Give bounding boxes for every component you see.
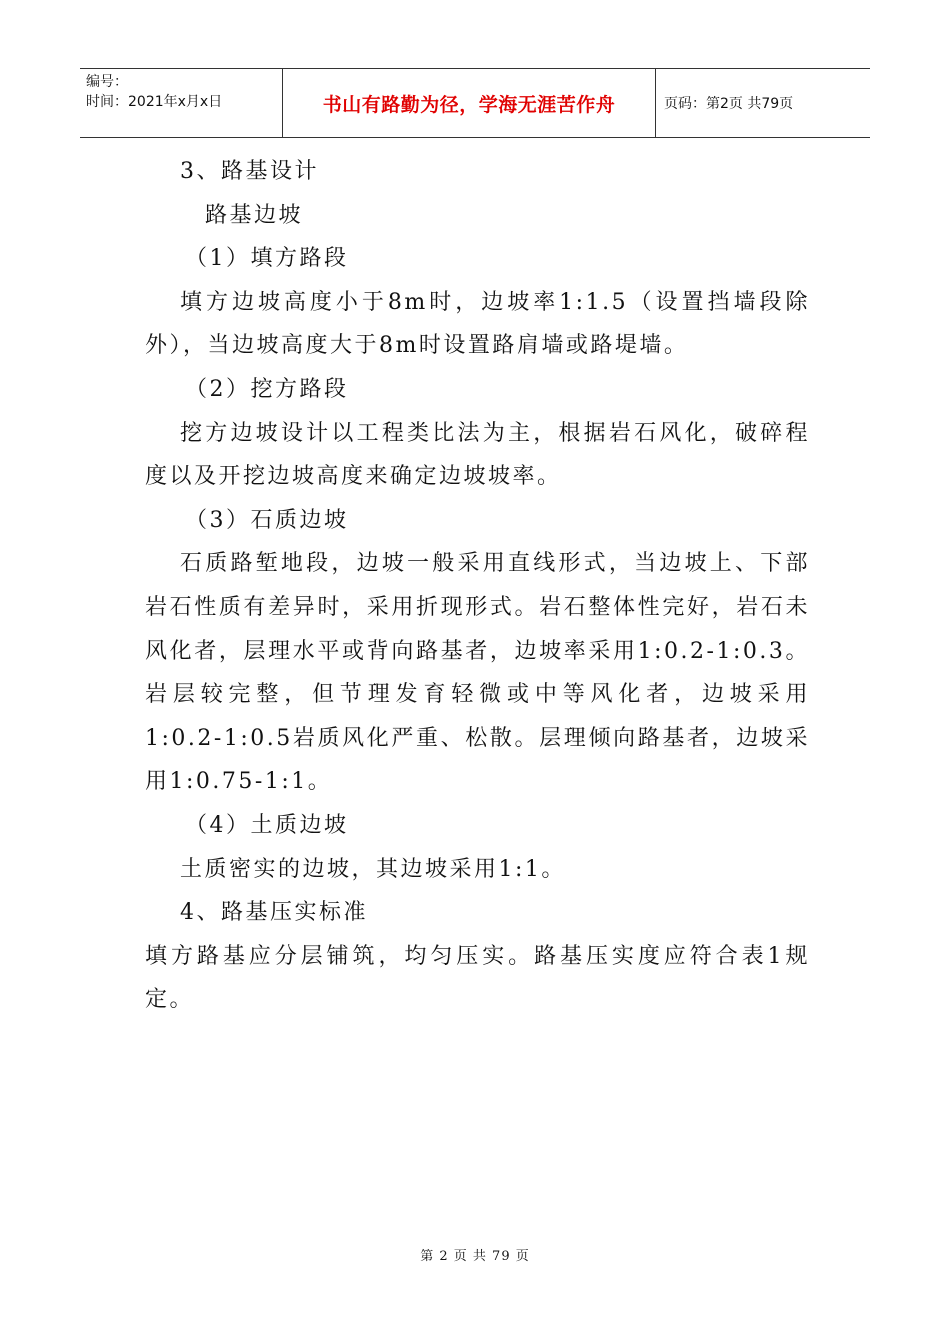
- header-meta: [80, 69, 283, 137]
- header-page-info: 页码：第2页 共79页: [664, 96, 794, 112]
- section-heading: 4、路基压实标准: [180, 900, 368, 926]
- page-footer: 第 2 页 共 79 页: [420, 1249, 530, 1264]
- number-label: 编号：: [86, 74, 128, 90]
- section-heading: 3、路基设计: [180, 159, 319, 184]
- item-heading: （3）石质边坡: [185, 507, 349, 533]
- paragraph: 填方路基应分层铺筑，均匀压实。路基压实度应符合表1规定。: [145, 943, 810, 1013]
- header-motto: 书山有路勤为径，学海无涯苦作舟: [283, 69, 656, 137]
- paragraph: 填方边坡高度小于8m时，边坡率1:1.5（设置挡墙段除外），当边坡高度大于8m时设置路肩墙或路堤墙。: [145, 289, 810, 359]
- page-header: [80, 68, 870, 138]
- item-heading: （1）填方路段: [185, 246, 349, 272]
- time-label: 时间：2021年x月x日: [86, 94, 223, 110]
- paragraph: 石质路堑地段，边坡一般采用直线形式，当边坡上、下部岩石性质有差异时，采用折现形式。岩石整体性完好，岩石未风化者，层理水平或背向路基者，边坡率采用1:0.2-1:0.3。岩层较完整，但节理发育轻微或中等风化者，边坡采用1:0.2-1:0.5岩质风化严重、松散。层理倾向路基者，边坡采用1:0.75-1:1。: [145, 551, 810, 795]
- subsection-heading: 路基边坡: [205, 202, 304, 228]
- paragraph: 挖方边坡设计以工程类比法为主，根据岩石风化，破碎程度以及开挖边坡高度来确定边坡坡率。: [145, 420, 810, 490]
- item-heading: （4）土质边坡: [185, 812, 349, 838]
- item-heading: （2）挖方路段: [185, 376, 349, 402]
- paragraph: 土质密实的边坡，其边坡采用1:1。: [180, 856, 566, 882]
- document-body: [145, 150, 810, 1022]
